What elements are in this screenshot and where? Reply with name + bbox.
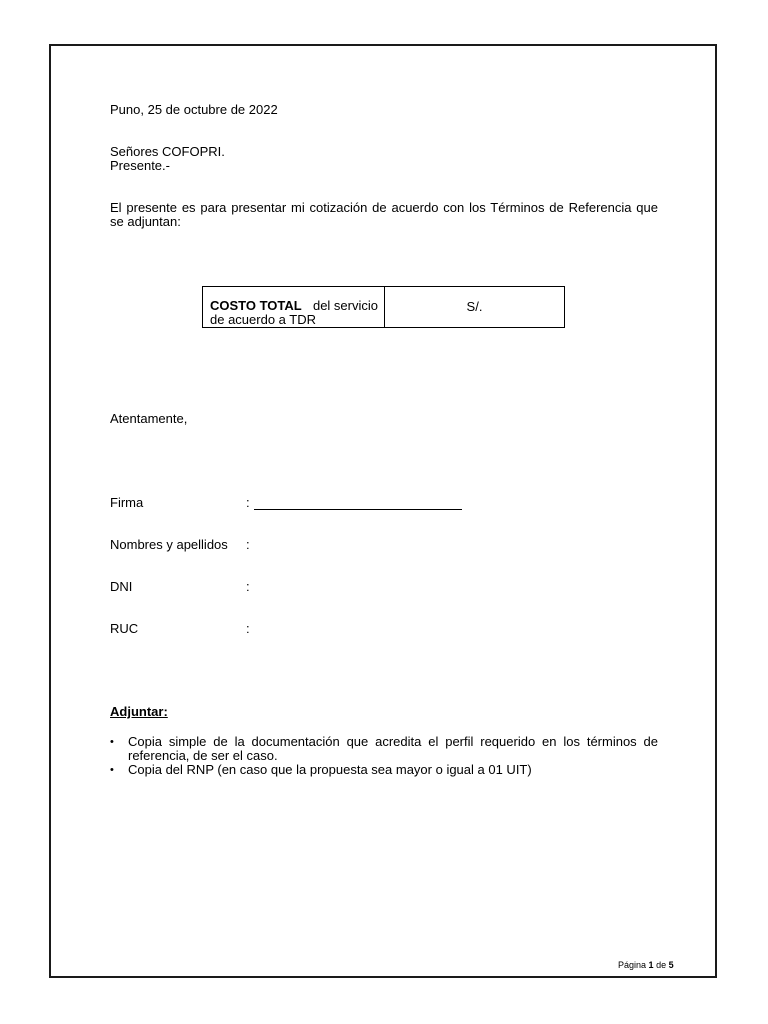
greeting: Presente.- (110, 158, 170, 173)
signature-line (254, 509, 462, 510)
cost-table (202, 286, 565, 328)
field-label-dni: DNI (110, 579, 133, 594)
field-label-ruc: RUC (110, 621, 139, 636)
bullet-icon: • (110, 764, 114, 776)
field-colon-firma: : (246, 495, 250, 510)
cost-label-cell (203, 287, 385, 327)
field-colon-ruc: : (246, 621, 250, 636)
date-line: Puno, 25 de octubre de 2022 (110, 102, 278, 117)
field-colon-dni: : (246, 579, 250, 594)
cost-label-bold: COSTO TOTAL (210, 298, 302, 313)
cost-amount: S/. (466, 299, 483, 314)
closing: Atentamente, (110, 411, 188, 426)
cost-amount-cell (385, 287, 564, 327)
recipient: Señores COFOPRI. (110, 144, 225, 159)
current-page: 1 (648, 960, 654, 970)
attachments-title: Adjuntar: (110, 704, 168, 719)
page-word: Página (618, 960, 647, 970)
field-label-nombres: Nombres y apellidos (110, 537, 228, 552)
attachment-item: Copia del RNP (en caso que la propuesta sea mayor o igual a 01 UIT) (128, 762, 532, 777)
cost-label-rest: del servicio (312, 298, 378, 313)
bullet-icon: • (110, 736, 114, 748)
field-label-firma: Firma (110, 495, 144, 510)
page-frame (49, 44, 717, 978)
page-number (618, 960, 674, 970)
of-word: de (656, 960, 667, 970)
total-pages: 5 (668, 960, 674, 970)
intro-paragraph: El presente es para presentar mi cotización de acuerdo con los Términos de Referencia que se adjuntan: (110, 200, 658, 229)
attachment-item: Copia simple de la documentación que acredita el perfil requerido en los términos de referencia, de ser el caso. (128, 734, 658, 763)
cost-label-line2: de acuerdo a TDR (210, 312, 316, 327)
field-colon-nombres: : (246, 537, 250, 552)
